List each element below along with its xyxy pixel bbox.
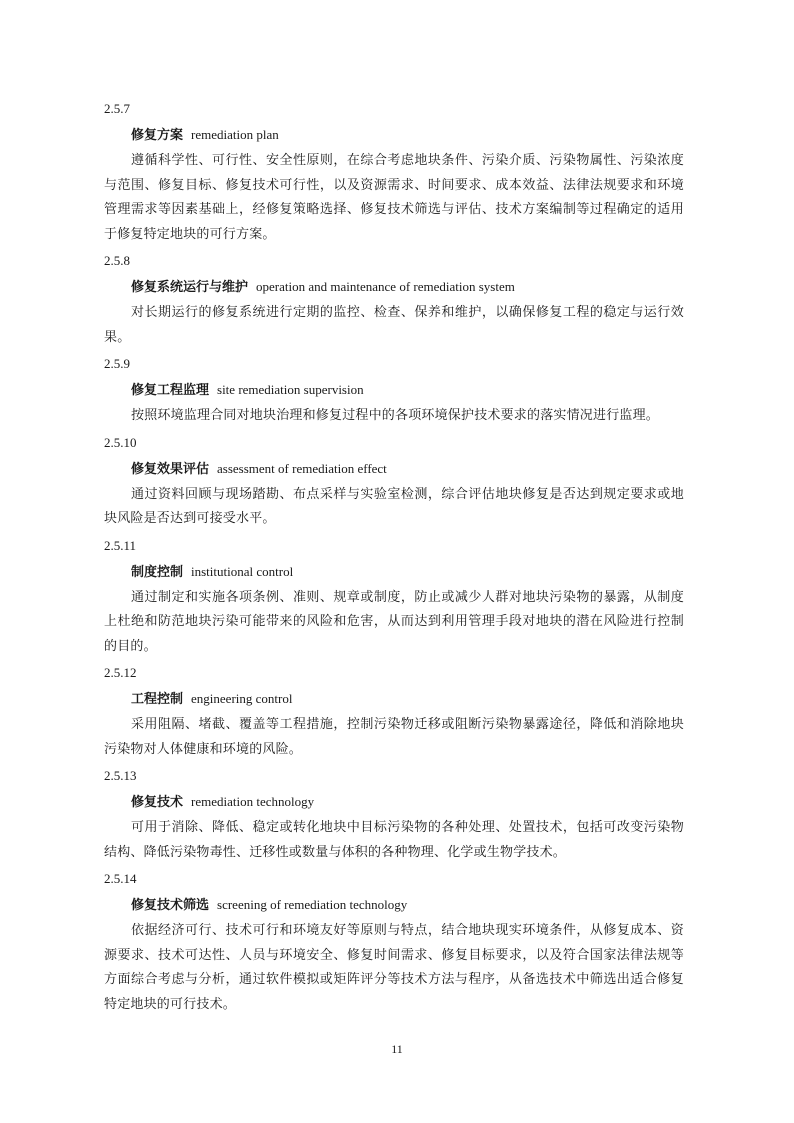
entry-number: 2.5.14 [104, 871, 137, 886]
entry-term [104, 378, 684, 402]
term-english: remediation technology [191, 794, 315, 809]
glossary-entry-2-5-9 [104, 352, 684, 429]
term-chinese: 修复技术 [131, 795, 184, 810]
term-chinese: 修复效果评估 [131, 461, 210, 477]
glossary-entry-2-5-7 [104, 97, 684, 247]
entry-term [104, 457, 684, 481]
term-english: site remediation supervision [217, 382, 364, 397]
entry-definition: 依据经济可行、技术可行和环境友好等原则与特点，结合地块现实环境条件，从修复成本、资源要求、技术可达性、人员与环境安全、修复时间需求、修复目标要求，以及符合国家法律法规等方面综合考虑与分析，通过软件模拟或矩阵评分等技术方法与程序，从备选技术中筛选出适合修复特定地块的可行技术。 [104, 923, 684, 1012]
entry-term [104, 687, 684, 711]
entry-term [104, 790, 684, 814]
term-english: engineering control [191, 691, 293, 706]
entry-definition: 对长期运行的修复系统进行定期的监控、检查、保养和维护，以确保修复工程的稳定与运行效果。 [104, 305, 684, 345]
entry-definition: 通过资料回顾与现场踏勘、布点采样与实验室检测，综合评估地块修复是否达到规定要求或地块风险是否达到可接受水平。 [104, 486, 684, 526]
term-chinese: 修复技术筛选 [131, 898, 210, 913]
glossary-entry-2-5-8 [104, 249, 684, 350]
entry-definition: 按照环境监理合同对地块治理和修复过程中的各项环境保护技术要求的落实情况进行监理。 [131, 408, 660, 423]
term-chinese: 工程控制 [131, 692, 184, 707]
term-english: assessment of remediation effect [217, 460, 387, 476]
entry-number: 2.5.10 [104, 434, 137, 450]
glossary-entry-2-5-13 [104, 764, 684, 865]
term-english: operation and maintenance of remediation system [256, 279, 515, 294]
entry-number: 2.5.9 [104, 356, 130, 371]
term-chinese: 修复方案 [131, 128, 184, 143]
entry-number: 2.5.8 [104, 253, 130, 268]
page-number: 11 [391, 1042, 403, 1056]
entry-definition: 遵循科学性、可行性、安全性原则，在综合考虑地块条件、污染介质、污染物属性、污染浓度与范围、修复目标、修复技术可行性，以及资源需求、时间要求、成本效益、法律法规要求和环境管理需求等因素基础上，经修复策略选择、修复技术筛选与评估、技术方案编制等过程确定的适用于修复特定地块的可行方案。 [104, 153, 684, 242]
entry-number: 2.5.7 [104, 101, 130, 116]
entry-term [104, 275, 684, 299]
term-chinese: 修复工程监理 [131, 383, 210, 398]
term-english: institutional control [191, 563, 294, 579]
entry-number: 2.5.13 [104, 768, 137, 783]
glossary-content [104, 97, 684, 1019]
entry-term [104, 560, 684, 584]
glossary-entry-2-5-11 [104, 534, 684, 660]
entry-term [104, 123, 684, 147]
glossary-entry-2-5-12 [104, 661, 684, 762]
entry-term [104, 893, 684, 917]
term-english: remediation plan [191, 127, 279, 142]
term-chinese: 修复系统运行与维护 [131, 280, 249, 295]
entry-definition: 可用于消除、降低、稳定或转化地块中目标污染物的各种处理、处置技术，包括可改变污染物结构、降低污染物毒性、迁移性或数量与体积的各种物理、化学或生物学技术。 [104, 820, 684, 860]
term-chinese: 制度控制 [131, 564, 184, 580]
glossary-entry-2-5-10 [104, 431, 684, 532]
glossary-entry-2-5-14 [104, 867, 684, 1017]
entry-number: 2.5.11 [104, 537, 137, 553]
entry-definition: 通过制定和实施各项条例、准则、规章或制度，防止或减少人群对地块污染物的暴露，从制度上杜绝和防范地块污染可能带来的风险和危害，从而达到利用管理手段对地块的潜在风险进行控制的目的。 [104, 589, 684, 654]
term-english: screening of remediation technology [217, 897, 408, 912]
entry-definition: 采用阻隔、堵截、覆盖等工程措施，控制污染物迁移或阻断污染物暴露途径，降低和消除地块污染物对人体健康和环境的风险。 [104, 717, 684, 757]
entry-number: 2.5.12 [104, 665, 137, 680]
